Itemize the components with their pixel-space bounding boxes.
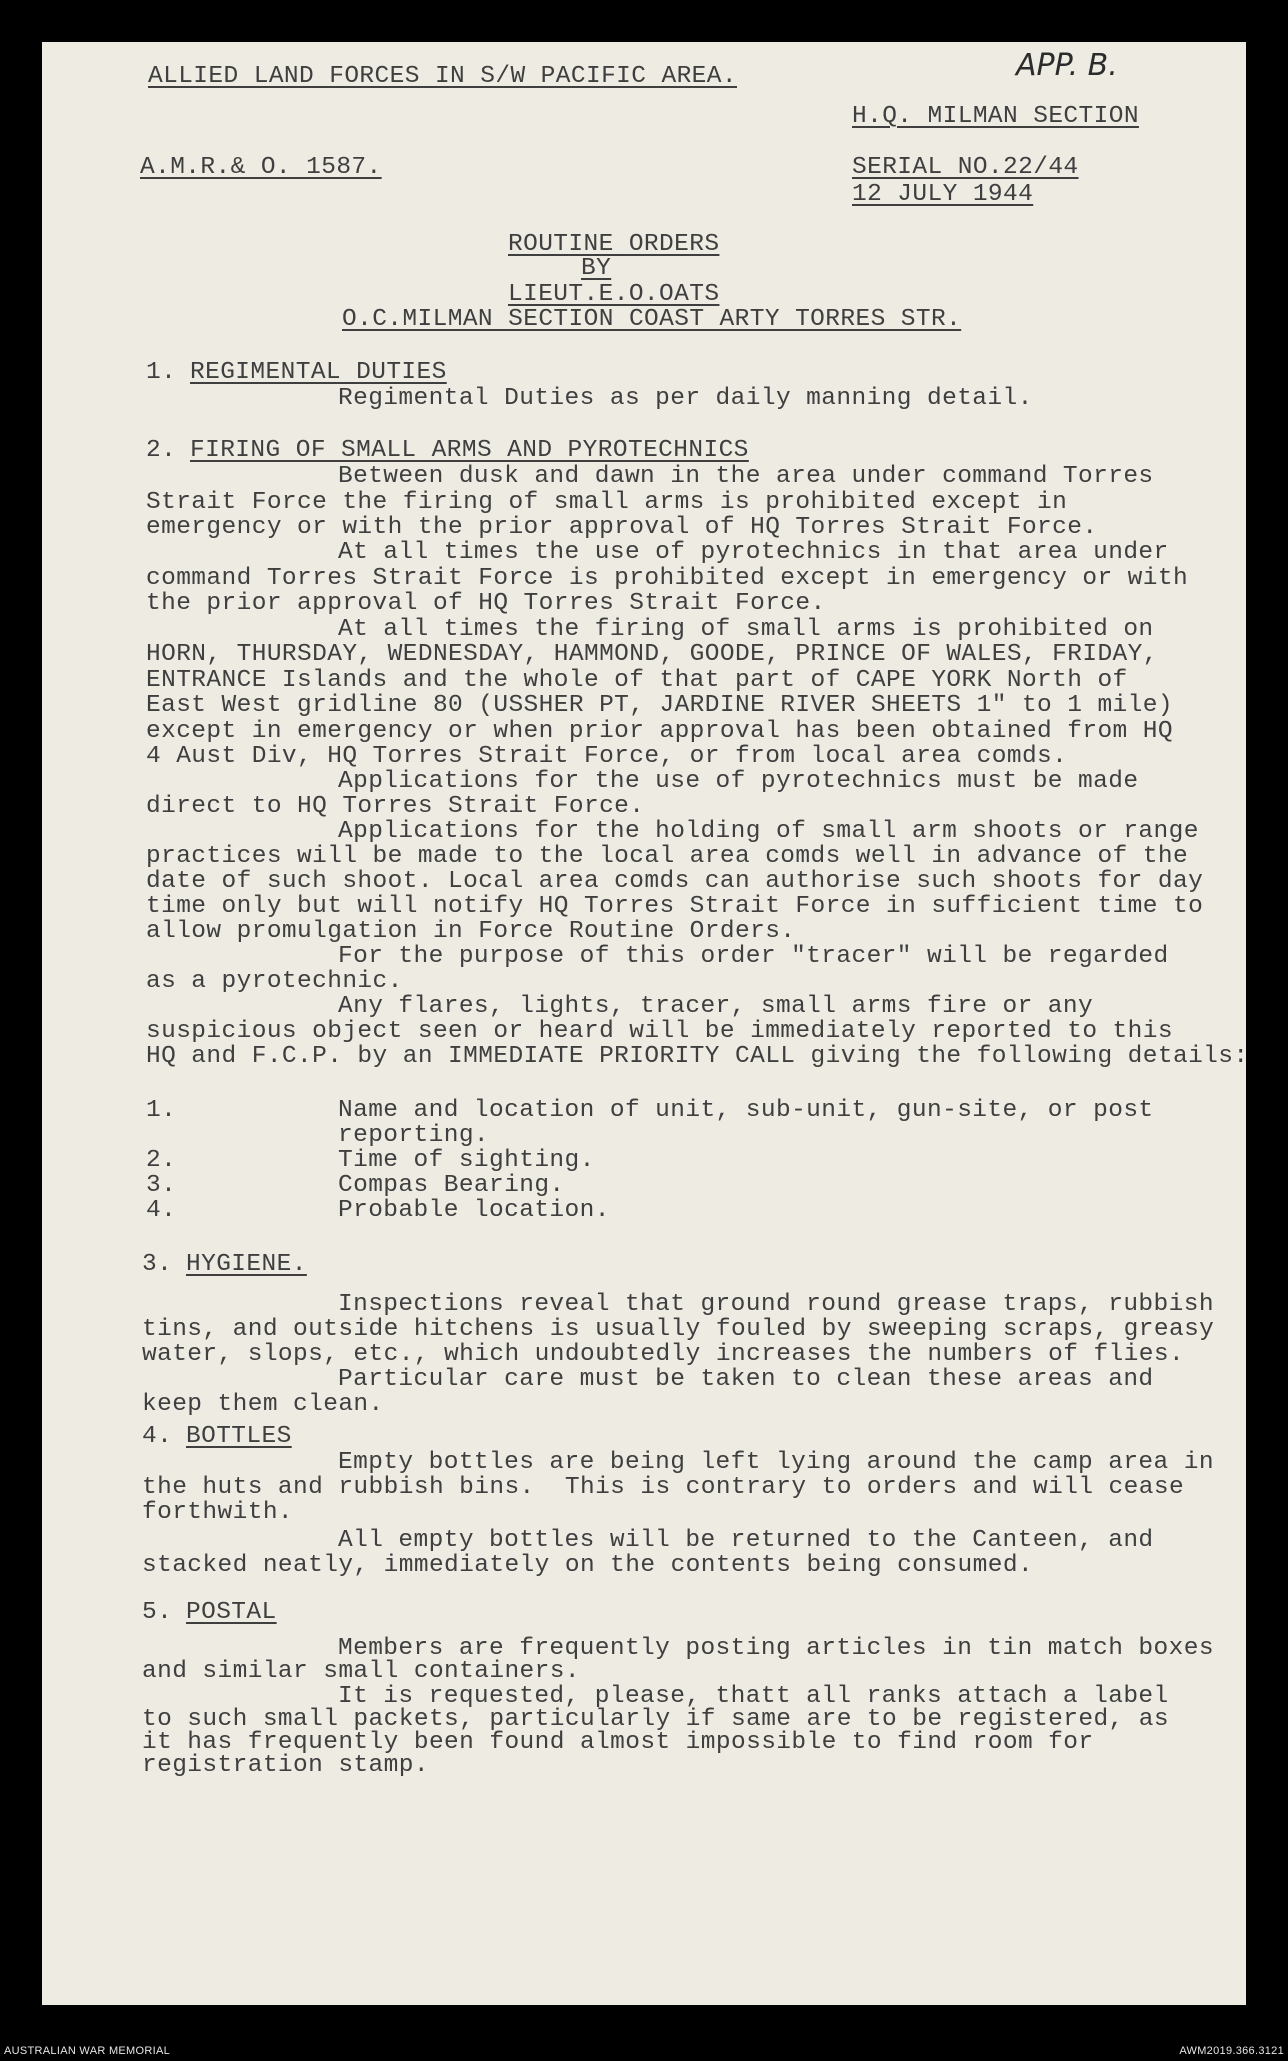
section-number: 5. (142, 1599, 173, 1626)
section-heading: HYGIENE. (186, 1251, 307, 1278)
footer-credit: AUSTRALIAN WAR MEMORIAL (4, 2045, 171, 2057)
text-line: the huts and rubbish bins. This is contrary to orders and will cease (142, 1474, 1185, 1501)
text-line: keep them clean. (142, 1391, 384, 1418)
text-line: command Torres Strait Force is prohibited except in emergency or with (146, 565, 1189, 592)
text-line: the prior approval of HQ Torres Strait Force. (146, 590, 826, 617)
text-line: forthwith. (142, 1499, 294, 1526)
text-line: East West gridline 80 (USSHER PT, JARDINE RIVER SHEETS 1" to 1 mile) (146, 692, 1173, 719)
section-heading: POSTAL (186, 1599, 277, 1626)
text-line: Particular care must be taken to clean these areas and (338, 1366, 1154, 1393)
reference-number: A.M.R.& O. 1587. (140, 154, 382, 181)
text-line: it has frequently been found almost impossible to find room for (142, 1729, 1094, 1756)
text-line: All empty bottles will be returned to the Canteen, and (338, 1527, 1154, 1554)
title-line-3: LIEUT.E.O.OATS (508, 281, 720, 308)
text-line: emergency or with the prior approval of HQ Torres Strait Force. (146, 514, 1098, 541)
text-line: It is requested, please, thatt all ranks attach a label (338, 1683, 1169, 1710)
text-line: date of such shoot. Local area comds can authorise such shoots for day (146, 868, 1204, 895)
text-line: Inspections reveal that ground round grease traps, rubbish (338, 1291, 1214, 1318)
serial-number: SERIAL NO.22/44 (852, 154, 1079, 181)
list-item-text: Probable location. (338, 1197, 610, 1224)
section-number: 4. (142, 1423, 173, 1450)
handwritten-annotation: APP. B. (1016, 48, 1118, 83)
document-date: 12 JULY 1944 (852, 181, 1034, 208)
text-line: For the purpose of this order "tracer" will be regarded (338, 943, 1169, 970)
text-line: Empty bottles are being left lying around the camp area in (338, 1449, 1214, 1476)
section-heading: REGIMENTAL DUTIES (190, 359, 447, 386)
title-line-2: BY (581, 255, 612, 282)
title-line-1: ROUTINE ORDERS (508, 231, 720, 258)
text-line: At all times the use of pyrotechnics in that area under (338, 539, 1169, 566)
section-heading: FIRING OF SMALL ARMS AND PYROTECHNICS (190, 437, 749, 464)
list-item-text: Compas Bearing. (338, 1172, 565, 1199)
footer-accession-number: AWM2019.366.3121 (1179, 2045, 1284, 2057)
text-line: Members are frequently posting articles in tin match boxes (338, 1635, 1214, 1662)
text-line: ENTRANCE Islands and the whole of that part of CAPE YORK North of (146, 667, 1128, 694)
text-line: Any flares, lights, tracer, small arms fire or any (338, 993, 1094, 1020)
section-number: 1. (146, 359, 177, 386)
section-number: 2. (146, 437, 177, 464)
text-line: as a pyrotechnic. (146, 968, 403, 995)
list-item-number: 2. (146, 1147, 177, 1174)
text-line: stacked neatly, immediately on the contents being consumed. (142, 1552, 1034, 1579)
text-line: water, slops, etc., which undoubtedly increases the numbers of flies. (142, 1341, 1185, 1368)
text-line: direct to HQ Torres Strait Force. (146, 793, 645, 820)
text-line: Strait Force the firing of small arms is prohibited except in (146, 489, 1068, 516)
text-line: HQ and F.C.P. by an IMMEDIATE PRIORITY CALL giving the following details: (146, 1043, 1249, 1070)
list-item-number: 1. (146, 1097, 177, 1124)
list-item-text: Time of sighting. (338, 1147, 595, 1174)
text-line: Applications for the holding of small arm shoots or range (338, 818, 1199, 845)
org-heading: ALLIED LAND FORCES IN S/W PACIFIC AREA. (148, 63, 737, 90)
list-item-text: Name and location of unit, sub-unit, gun-site, or post (338, 1097, 1154, 1124)
text-line: registration stamp. (142, 1752, 429, 1779)
hq-heading: H.Q. MILMAN SECTION (852, 103, 1139, 130)
text-line: suspicious object seen or heard will be immediately reported to this (146, 1018, 1173, 1045)
text-line: Between dusk and dawn in the area under command Torres (338, 463, 1154, 490)
text-line: except in emergency or when prior approval has been obtained from HQ (146, 718, 1173, 745)
text-line: time only but will notify HQ Torres Strait Force in sufficient time to (146, 893, 1204, 920)
text-line: 4 Aust Div, HQ Torres Strait Force, or from local area comds. (146, 743, 1068, 770)
text-line: tins, and outside hitchens is usually fouled by sweeping scraps, greasy (142, 1316, 1215, 1343)
document-page (42, 42, 1249, 2005)
text-line: allow promulgation in Force Routine Orders. (146, 918, 796, 945)
section-number: 3. (142, 1251, 173, 1278)
section-heading: BOTTLES (186, 1423, 292, 1450)
text-line: Applications for the use of pyrotechnics must be made (338, 768, 1139, 795)
text-line: and similar small containers. (142, 1658, 580, 1685)
list-item-number: 4. (146, 1197, 177, 1224)
text-line: At all times the firing of small arms is prohibited on (338, 616, 1154, 643)
list-item-number: 3. (146, 1172, 177, 1199)
text-line: HORN, THURSDAY, WEDNESDAY, HAMMOND, GOODE, PRINCE OF WALES, FRIDAY, (146, 641, 1158, 668)
text-line: practices will be made to the local area comds well in advance of the (146, 843, 1189, 870)
title-line-4: O.C.MILMAN SECTION COAST ARTY TORRES STR. (342, 306, 962, 333)
list-item-text: reporting. (338, 1122, 490, 1149)
text-line: Regimental Duties as per daily manning detail. (338, 385, 1033, 412)
text-line: to such small packets, particularly if same are to be registered, as (142, 1706, 1169, 1733)
